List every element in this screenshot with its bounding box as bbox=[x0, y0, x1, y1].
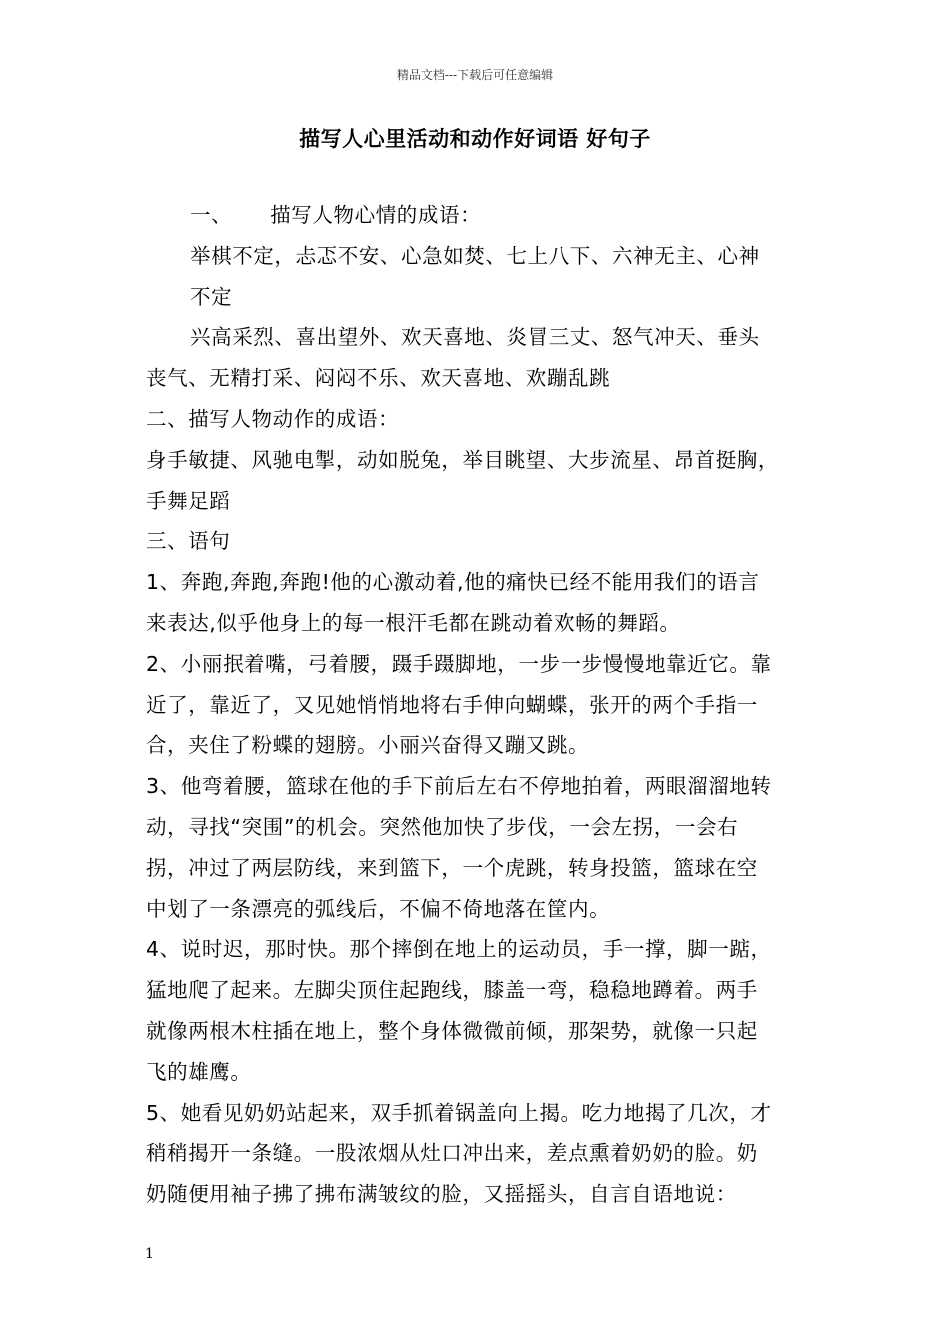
paragraph-line: 就像两根木柱插在地上，整个身体微微前倾，那架势，就像一只起 bbox=[146, 1018, 758, 1043]
paragraph-line: 中划了一条漂亮的弧线后，不偏不倚地落在筐内。 bbox=[146, 896, 611, 921]
paragraph-line: 猛地爬了起来。左脚尖顶住起跑线，膝盖一弯，稳稳地蹲着。两手 bbox=[146, 978, 758, 1003]
paragraph-line: 不定 bbox=[190, 284, 233, 309]
section-heading-3: 三、语句 bbox=[146, 529, 231, 554]
paragraph-line: 拐，冲过了两层防线，来到篮下，一个虎跳，转身投篮，篮球在空 bbox=[146, 855, 758, 880]
section-marker: 一、 bbox=[190, 203, 233, 227]
page-header: 精品文档---下载后可任意编辑 bbox=[396, 68, 554, 82]
paragraph-line: 手舞足蹈 bbox=[146, 488, 231, 513]
paragraph-line: 合，夹住了粉蝶的翅膀。小丽兴奋得又蹦又跳。 bbox=[146, 733, 590, 758]
page-number: 1 bbox=[145, 1246, 154, 1262]
paragraph-line: 近了，靠近了，又见她悄悄地将右手伸向蝴蝶，张开的两个手指一 bbox=[146, 692, 758, 717]
document-body bbox=[146, 195, 818, 1215]
paragraph-line: 飞的雄鹰。 bbox=[146, 1059, 252, 1084]
paragraph-line: 举棋不定，忐忑不安、心急如焚、七上八下、六神无主、心神 bbox=[190, 243, 760, 268]
section-heading-1 bbox=[146, 195, 818, 236]
paragraph-line: 来表达,似乎他身上的每一根汗毛都在跳动着欢畅的舞蹈。 bbox=[146, 610, 681, 635]
paragraph-line: 身手敏捷、风驰电掣，动如脱兔，举目眺望、大步流星、昂首挺胸， bbox=[146, 447, 779, 472]
paragraph-line: 5、她看见奶奶站起来，双手抓着锅盖向上揭。吃力地揭了几次，才 bbox=[146, 1100, 772, 1125]
paragraph-line: 4、说时迟，那时快。那个摔倒在地上的运动员，手一撑，脚一踮， bbox=[146, 937, 772, 962]
paragraph-line: 稍稍揭开一条缝。一股浓烟从灶口冲出来，差点熏着奶奶的脸。奶 bbox=[146, 1141, 758, 1166]
paragraph-line: 3、他弯着腰，篮球在他的手下前后左右不停地拍着，两眼溜溜地转 bbox=[146, 774, 772, 799]
paragraph-line: 奶随便用袖子拂了拂布满皱纹的脸，又摇摇头，自言自语地说： bbox=[146, 1182, 737, 1207]
paragraph-line: 兴高采烈、喜出望外、欢天喜地、炎冒三丈、怒气冲天、垂头 bbox=[190, 325, 760, 350]
paragraph-line: 动，寻找“突围”的机会。突然他加快了步伐，一会左拐，一会右 bbox=[146, 814, 739, 839]
document-title: 描写人心里活动和动作好词语 好句子 bbox=[299, 127, 651, 151]
paragraph-line: 1、奔跑,奔跑,奔跑!他的心激动着,他的痛快已经不能用我们的语言 bbox=[146, 570, 760, 595]
paragraph-line: 丧气、无精打采、闷闷不乐、欢天喜地、欢蹦乱跳 bbox=[146, 366, 611, 391]
section-heading-2: 二、描写人物动作的成语： bbox=[146, 406, 400, 431]
section-heading-text: 描写人物心情的成语： bbox=[270, 203, 482, 227]
paragraph-line: 2、小丽抿着嘴，弓着腰，蹑手蹑脚地，一步一步慢慢地靠近它。靠 bbox=[146, 651, 772, 676]
